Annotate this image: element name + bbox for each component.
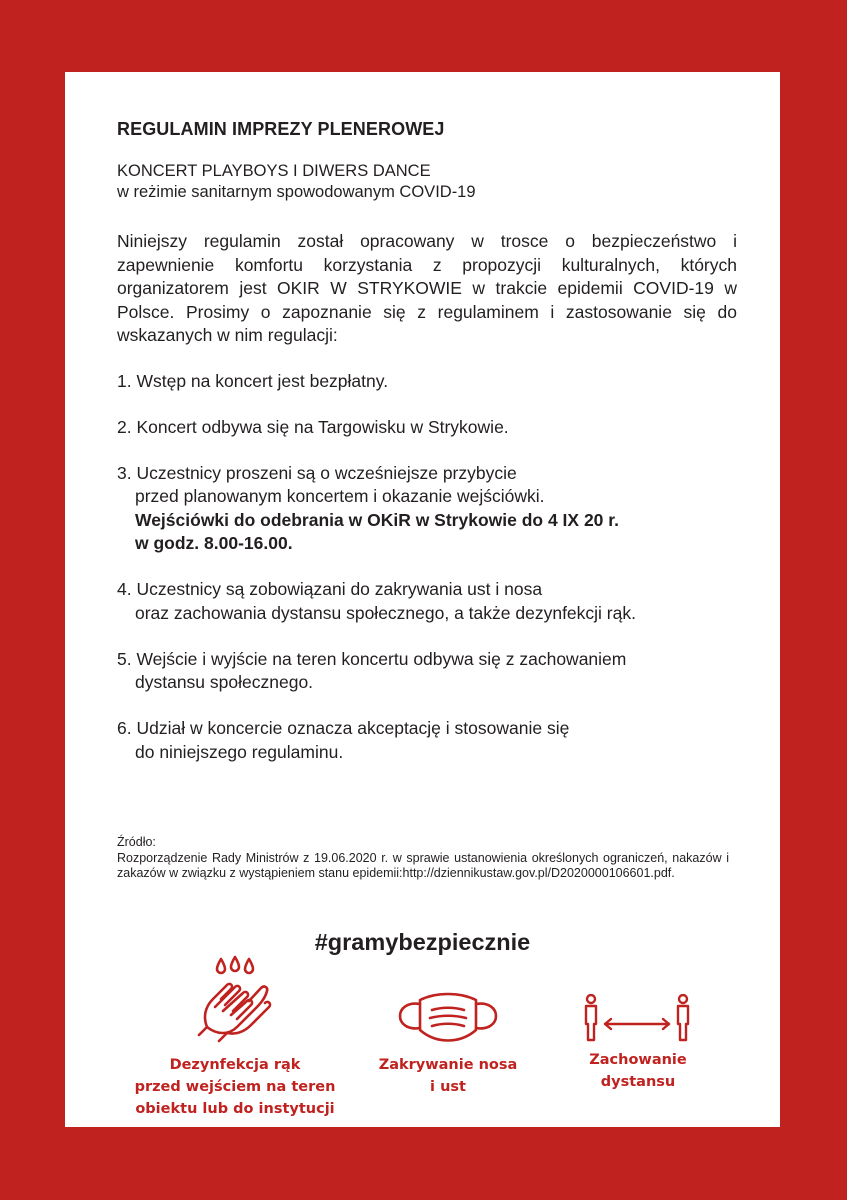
poster-sheet: [65, 72, 780, 1127]
rule-item: [117, 717, 737, 764]
face-mask-icon: [396, 990, 500, 1053]
rule-line: 6. Udział w koncercie oznacza akceptację i stosowanie się: [117, 718, 570, 738]
hand-wash-caption: [125, 1054, 345, 1120]
hand-wash-icon: [193, 955, 277, 1052]
document-subtitle: [117, 161, 737, 203]
rule-line: przed planowanym koncertem i okazanie wejściówki.: [135, 486, 545, 506]
rule-line: 1. Wstęp na koncert jest bezpłatny.: [117, 370, 389, 391]
rule-line: 2. Koncert odbywa się na Targowisku w Strykowie.: [117, 416, 509, 437]
social-distance-icon: [583, 994, 693, 1049]
rule-line: do niniejszego regulaminu.: [135, 741, 344, 762]
rule-item: [117, 370, 737, 394]
rule-item: [117, 416, 737, 440]
caption-line: Zakrywanie nosa: [378, 1057, 518, 1073]
subtitle-line: KONCERT PLAYBOYS I DIWERS DANCE: [117, 162, 431, 180]
rule-line: 3. Uczestnicy proszeni są o wcześniejsze przybycie: [117, 462, 517, 483]
source-text: Rozporządzenie Rady Ministrów z 19.06.2020 r. w sprawie ustanowienia określonych ograniczeń, nakazów i zakazów w związku z wystąpieniem stanu epidemii:http://dziennikustaw.gov.pl/D2020000106601.pdf.: [117, 850, 729, 880]
document-title: REGULAMIN IMPREZY PLENEROWEJ: [117, 119, 445, 139]
caption-line: i ust: [430, 1079, 466, 1095]
caption-line: obiektu lub do instytucji: [135, 1101, 335, 1117]
intro-paragraph: Niniejszy regulamin został opracowany w trosce o bezpieczeństwo i zapewnienie komfortu korzystania z propozycji kulturalnych, których organizatorem jest OKIR W STRYKOWIE w trakcie epidemii COVID-19 w Polsce. Prosimy o zapoznanie się z regulaminem i zastosowanie się do wskazanych w nim regulacji:: [117, 231, 737, 345]
regulation-content: [117, 119, 737, 787]
rule-bold-line: Wejściówki do odebrania w OKiR w Strykowie do 4 IX 20 r.: [135, 509, 619, 530]
rule-line: 4. Uczestnicy są zobowiązani do zakrywania ust i nosa: [117, 579, 543, 599]
social-distance-caption: [563, 1049, 713, 1093]
hashtag: #gramybezpiecznie: [314, 929, 531, 955]
rule-line: dystansu społecznego.: [135, 672, 314, 692]
rule-item: [117, 648, 737, 695]
source-label: Źródło:: [117, 835, 156, 849]
subtitle-line: w reżimie sanitarnym spowodowanym COVID-19: [117, 183, 476, 201]
rule-line: 5. Wejście i wyjście na teren koncertu odbywa się z zachowaniem: [117, 648, 627, 669]
caption-line: Dezynfekcja rąk: [169, 1057, 301, 1073]
rule-item: [117, 578, 737, 625]
face-mask-caption: [363, 1054, 533, 1098]
rule-item: [117, 462, 737, 556]
source-note: [117, 835, 729, 882]
caption-line: dystansu: [600, 1074, 676, 1090]
rule-line: oraz zachowania dystansu społecznego, a także dezynfekcji rąk.: [135, 602, 636, 623]
caption-line: przed wejściem na teren: [134, 1079, 336, 1095]
rules-list: [117, 370, 737, 765]
rule-bold-line: w godz. 8.00-16.00.: [135, 533, 293, 553]
caption-line: Zachowanie: [589, 1052, 687, 1068]
